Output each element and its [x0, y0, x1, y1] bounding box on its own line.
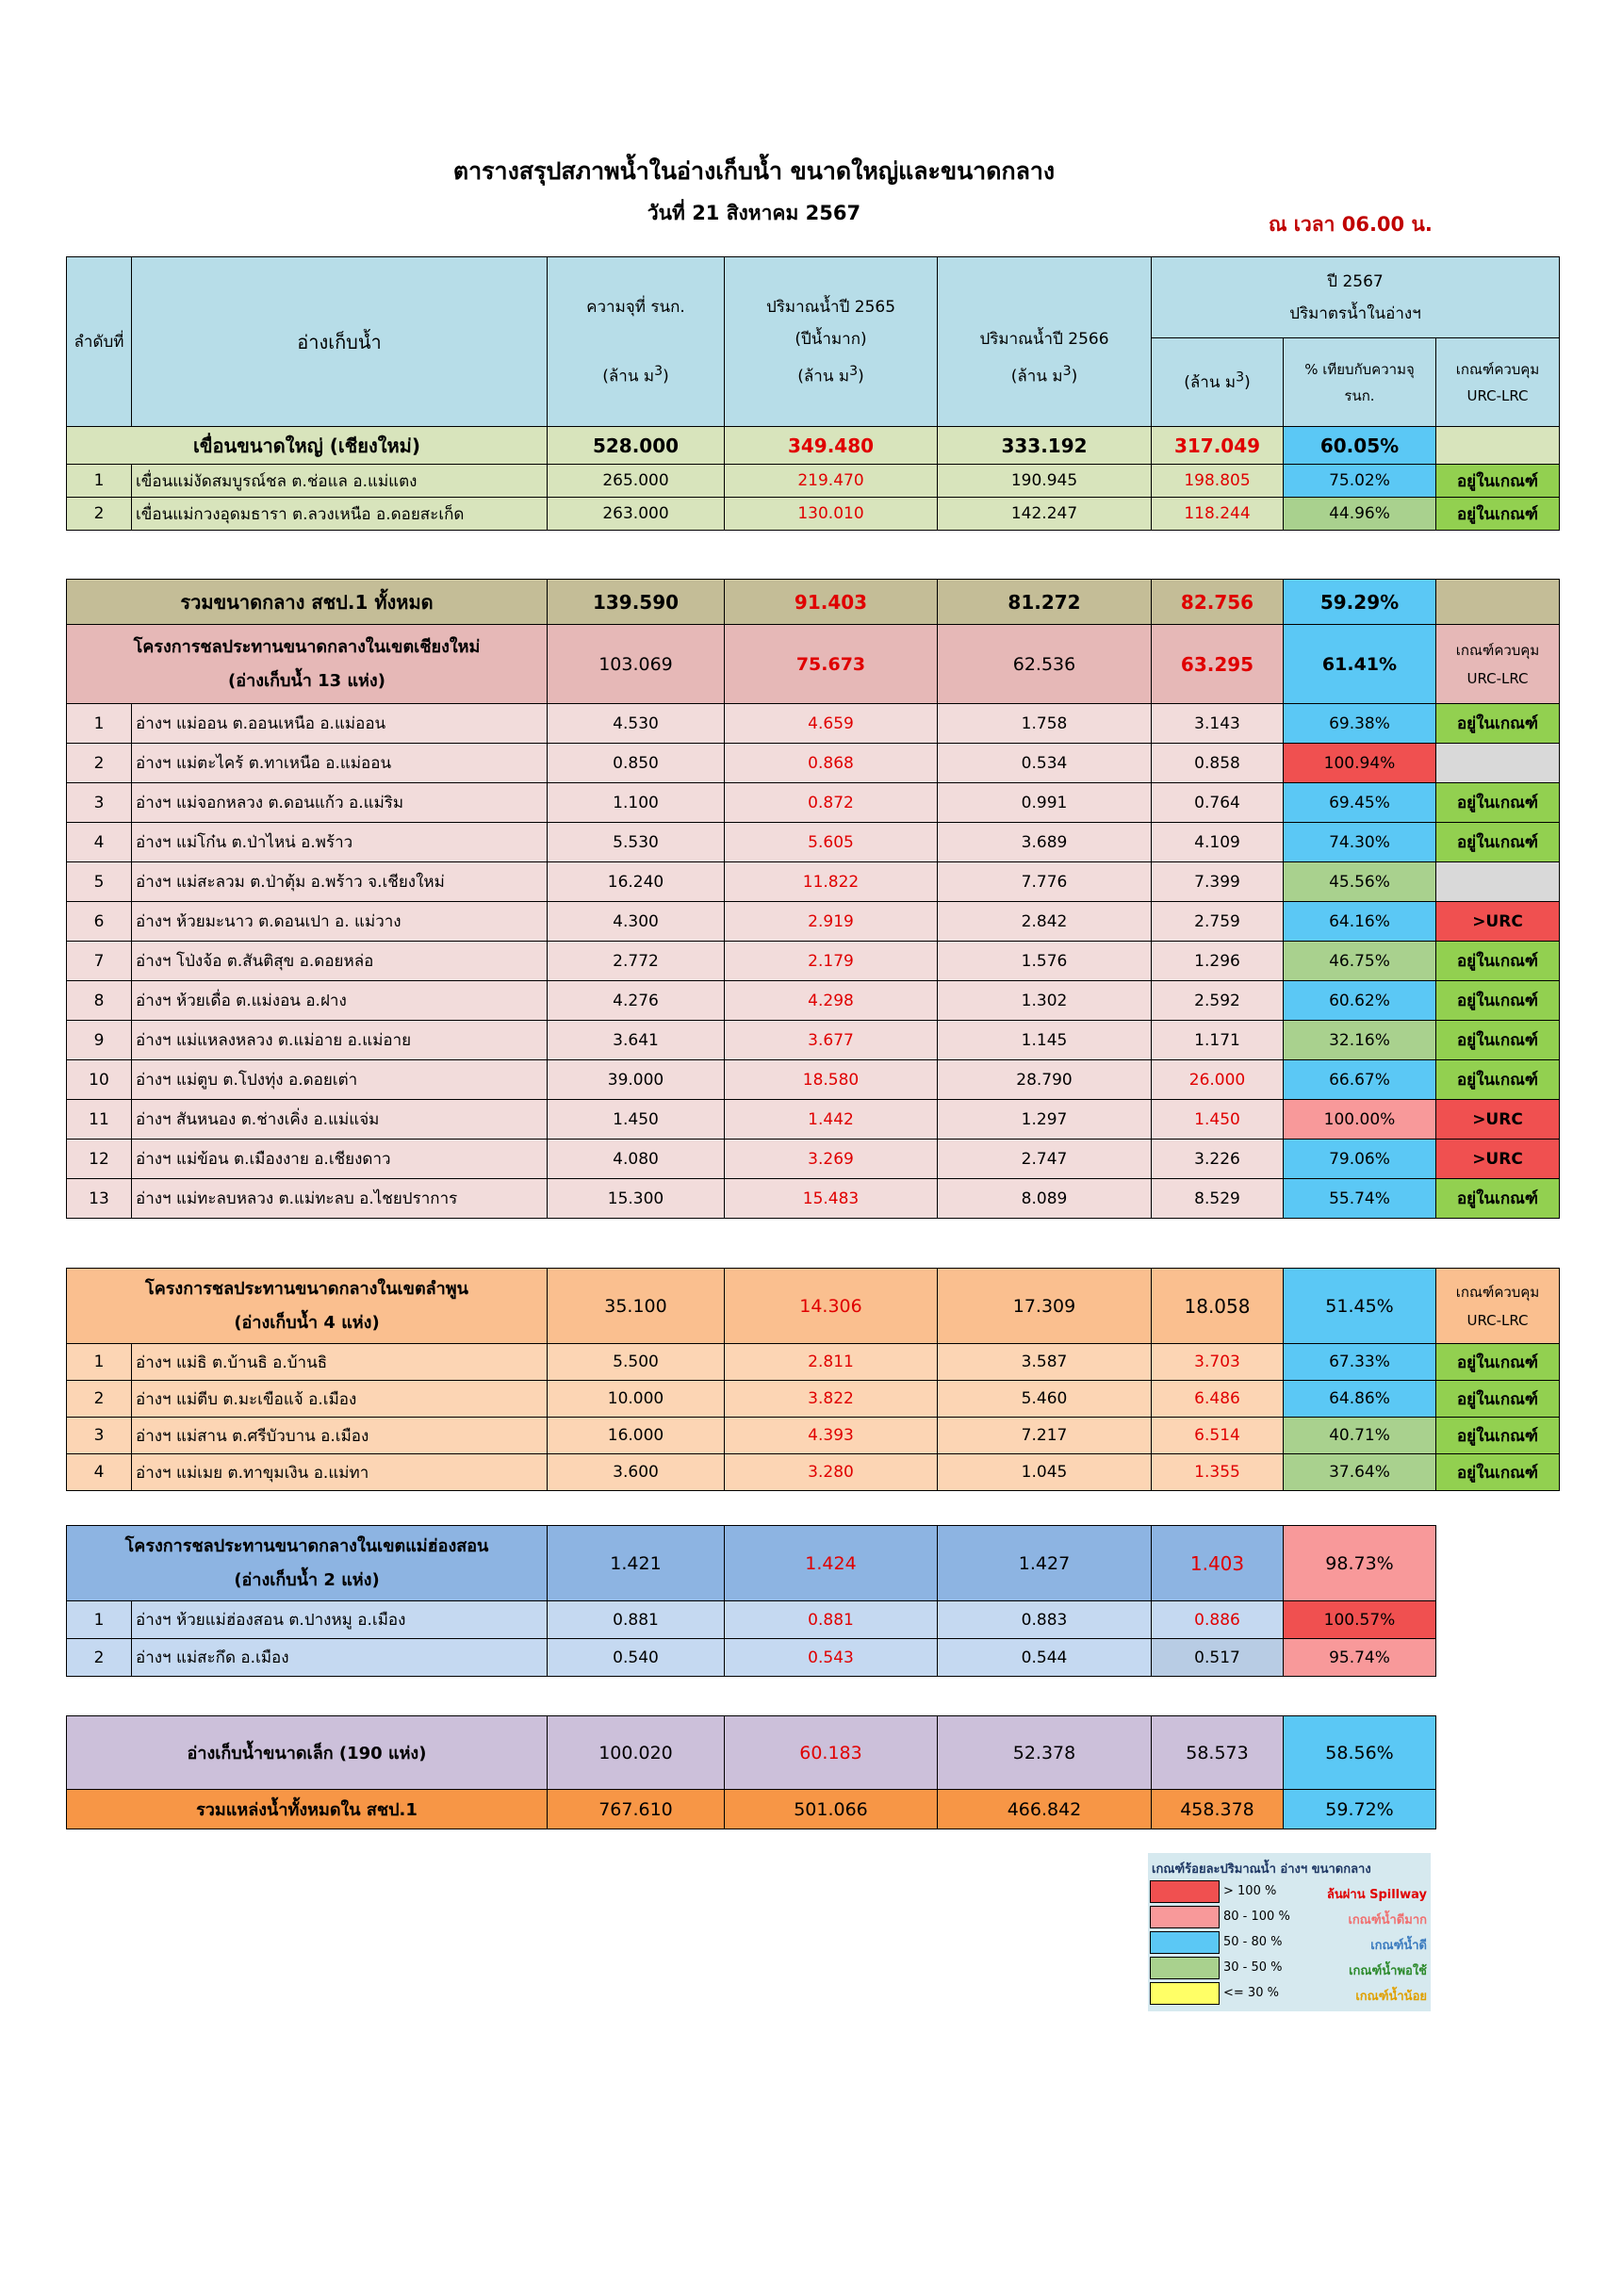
chiangmai-capacity: 4.530: [548, 704, 725, 744]
maehongson-capacity: 0.881: [548, 1601, 725, 1639]
header-2566: ปริมาณน้ำปี 2566 (ล้าน ม$^3$): [938, 257, 1152, 427]
maehongson-capacity: 0.540: [548, 1639, 725, 1677]
large-capacity: 263.000: [548, 498, 725, 531]
lamphun-summary-row: [67, 1269, 1560, 1344]
maehongson-volume-2565: 0.543: [725, 1639, 938, 1677]
chiangmai-percent: 60.62%: [1284, 981, 1436, 1021]
total-v65: 501.066: [725, 1790, 938, 1829]
large-volume-2567: 118.244: [1152, 498, 1284, 531]
maehongson-volume-2567: 0.517: [1152, 1639, 1284, 1677]
chiangmai-capacity: 3.641: [548, 1021, 725, 1060]
chiangmai-v66: 62.536: [938, 625, 1152, 704]
lamphun-reservoir-name: อ่างฯ แม่ตีบ ต.มะเขือแจ้ อ.เมือง: [132, 1381, 548, 1418]
total-v67: 458.378: [1152, 1790, 1284, 1829]
chiangmai-volume-2565: 1.442: [725, 1100, 938, 1140]
maehongson-cap: 1.421: [548, 1526, 725, 1601]
chiangmai-volume-2565: 3.677: [725, 1021, 938, 1060]
lamphun-volume-2565: 3.280: [725, 1454, 938, 1491]
chiangmai-row-number: 9: [67, 1021, 132, 1060]
chiangmai-volume-2565: 3.269: [725, 1140, 938, 1179]
maehongson-volume-2566: 0.883: [938, 1601, 1152, 1639]
lamphun-capacity: 10.000: [548, 1381, 725, 1418]
chiangmai-volume-2567: 1.171: [1152, 1021, 1284, 1060]
chiangmai-volume-2566: 7.776: [938, 862, 1152, 902]
medium-total-v67: 82.756: [1152, 580, 1284, 625]
chiangmai-row: [67, 823, 1560, 862]
legend-swatch: [1150, 1880, 1220, 1903]
chiangmai-row-number: 4: [67, 823, 132, 862]
legend-range: > 100 %: [1223, 1884, 1277, 1898]
legend-item: [1150, 1981, 1429, 2006]
chiangmai-criteria: อยู่ในเกณฑ์: [1436, 1179, 1560, 1219]
large-row: [67, 498, 1560, 531]
table-totals: [66, 1715, 1436, 1829]
chiangmai-volume-2567: 2.592: [1152, 981, 1284, 1021]
chiangmai-volume-2567: 4.109: [1152, 823, 1284, 862]
header-percent: % เทียบกับความจุ รนก.: [1284, 338, 1436, 427]
maehongson-reservoir-name: อ่างฯ ห้วยแม่ฮ่องสอน ต.ปางหมู อ.เมือง: [132, 1601, 548, 1639]
chiangmai-row-number: 8: [67, 981, 132, 1021]
small-label: อ่างเก็บน้ำขนาดเล็ก (190 แห่ง): [67, 1716, 548, 1790]
lamphun-volume-2566: 7.217: [938, 1418, 1152, 1454]
chiangmai-volume-2565: 15.483: [725, 1179, 938, 1219]
legend-swatch: [1150, 1957, 1220, 1979]
lamphun-volume-2565: 3.822: [725, 1381, 938, 1418]
large-capacity: 265.000: [548, 465, 725, 498]
chiangmai-criteria: >URC: [1436, 902, 1560, 942]
chiangmai-row: [67, 1021, 1560, 1060]
lamphun-volume-2567: 3.703: [1152, 1344, 1284, 1381]
large-dams-summary-row: [67, 427, 1560, 465]
chiangmai-capacity: 4.080: [548, 1140, 725, 1179]
document-date: วันที่ 21 สิงหาคม 2567: [647, 202, 861, 224]
document-title: ตารางสรุปสภาพน้ำในอ่างเก็บน้ำ ขนาดใหญ่และขนาดกลาง: [452, 157, 1056, 185]
chiangmai-volume-2567: 1.296: [1152, 942, 1284, 981]
chiangmai-volume-2565: 5.605: [725, 823, 938, 862]
chiangmai-reservoir-name: อ่างฯ แม่โก๋น ต.ป่าไหน่ อ.พร้าว: [132, 823, 548, 862]
small-pct: 58.56%: [1284, 1716, 1436, 1790]
large-v67: 317.049: [1152, 427, 1284, 465]
chiangmai-reservoir-name: อ่างฯ แม่ทะลบหลวง ต.แม่ทะลบ อ.ไชยปราการ: [132, 1179, 548, 1219]
chiangmai-row: [67, 1060, 1560, 1100]
chiangmai-criteria: [1436, 862, 1560, 902]
lamphun-percent: 40.71%: [1284, 1418, 1436, 1454]
maehongson-row: [67, 1601, 1436, 1639]
lamphun-volume-2566: 3.587: [938, 1344, 1152, 1381]
chiangmai-percent: 66.67%: [1284, 1060, 1436, 1100]
total-cap: 767.610: [548, 1790, 725, 1829]
total-pct: 59.72%: [1284, 1790, 1436, 1829]
chiangmai-criteria: อยู่ในเกณฑ์: [1436, 1021, 1560, 1060]
maehongson-v67: 1.403: [1152, 1526, 1284, 1601]
chiangmai-percent: 64.16%: [1284, 902, 1436, 942]
legend-meaning: เกณฑ์น้ำพอใช้: [1349, 1964, 1427, 1978]
small-reservoirs-row: [67, 1716, 1436, 1790]
header-no: ลำดับที่: [67, 257, 132, 427]
chiangmai-reservoir-name: อ่างฯ แม่แหลงหลวง ต.แม่อาย อ.แม่อาย: [132, 1021, 548, 1060]
chiangmai-row: [67, 981, 1560, 1021]
chiangmai-reservoir-name: อ่างฯ แม่ตูบ ต.โปงทุ่ง อ.ดอยเต่า: [132, 1060, 548, 1100]
chiangmai-v65: 75.673: [725, 625, 938, 704]
chiangmai-percent: 74.30%: [1284, 823, 1436, 862]
chiangmai-reservoir-name: อ่างฯ แม่จอกหลวง ต.ดอนแก้ว อ.แม่ริม: [132, 783, 548, 823]
chiangmai-reservoir-name: อ่างฯ โป่งจ้อ ต.สันติสุข อ.ดอยหล่อ: [132, 942, 548, 981]
large-dams-label: เขื่อนขนาดใหญ่ (เชียงใหม่): [67, 427, 548, 465]
lamphun-volume-2566: 5.460: [938, 1381, 1152, 1418]
maehongson-v66: 1.427: [938, 1526, 1152, 1601]
chiangmai-row-number: 3: [67, 783, 132, 823]
chiangmai-criteria: อยู่ในเกณฑ์: [1436, 981, 1560, 1021]
chiangmai-crit: เกณฑ์ควบคุม URC-LRC: [1436, 625, 1560, 704]
large-reservoir-name: เขื่อนแม่งัดสมบูรณ์ชล ต.ช่อแล อ.แม่แตง: [132, 465, 548, 498]
legend-range: 30 - 50 %: [1223, 1960, 1283, 1975]
chiangmai-capacity: 16.240: [548, 862, 725, 902]
large-v66: 333.192: [938, 427, 1152, 465]
chiangmai-criteria: อยู่ในเกณฑ์: [1436, 942, 1560, 981]
lamphun-row: [67, 1344, 1560, 1381]
header-criteria: เกณฑ์ควบคุม URC-LRC: [1436, 338, 1560, 427]
chiangmai-volume-2566: 1.576: [938, 942, 1152, 981]
chiangmai-capacity: 1.450: [548, 1100, 725, 1140]
chiangmai-capacity: 5.530: [548, 823, 725, 862]
chiangmai-volume-2565: 4.298: [725, 981, 938, 1021]
chiangmai-volume-2567: 2.759: [1152, 902, 1284, 942]
lamphun-criteria: อยู่ในเกณฑ์: [1436, 1344, 1560, 1381]
chiangmai-row: [67, 783, 1560, 823]
legend-item: [1150, 1879, 1429, 1904]
lamphun-v66: 17.309: [938, 1269, 1152, 1344]
lamphun-criteria: อยู่ในเกณฑ์: [1436, 1454, 1560, 1491]
chiangmai-row: [67, 902, 1560, 942]
chiangmai-capacity: 39.000: [548, 1060, 725, 1100]
medium-total-pct: 59.29%: [1284, 580, 1436, 625]
maehongson-reservoir-name: อ่างฯ แม่สะกึด อ.เมือง: [132, 1639, 548, 1677]
lamphun-row-number: 2: [67, 1381, 132, 1418]
legend-title: เกณฑ์ร้อยละปริมาณน้ำ อ่างฯ ขนาดกลาง: [1152, 1862, 1371, 1877]
chiangmai-capacity: 4.300: [548, 902, 725, 942]
chiangmai-volume-2567: 3.143: [1152, 704, 1284, 744]
chiangmai-reservoir-name: อ่างฯ แม่ตะไคร้ ต.ทาเหนือ อ.แม่ออน: [132, 744, 548, 783]
maehongson-percent: 100.57%: [1284, 1601, 1436, 1639]
maehongson-row: [67, 1639, 1436, 1677]
chiangmai-volume-2567: 1.450: [1152, 1100, 1284, 1140]
lamphun-row-number: 3: [67, 1418, 132, 1454]
total-label: รวมแหล่งน้ำทั้งหมดใน สชป.1: [67, 1790, 548, 1829]
large-volume-2566: 142.247: [938, 498, 1152, 531]
legend-range: 50 - 80 %: [1223, 1935, 1283, 1949]
chiangmai-volume-2567: 3.226: [1152, 1140, 1284, 1179]
legend-swatch: [1150, 1931, 1220, 1954]
header-capacity: ความจุที่ รนก. (ล้าน ม$^3$): [548, 257, 725, 427]
maehongson-label: โครงการชลประทานขนาดกลางในเขตแม่ฮ่องสอน (อ่างเก็บน้ำ 2 แห่ง): [67, 1526, 548, 1601]
chiangmai-row-number: 10: [67, 1060, 132, 1100]
lamphun-row-number: 1: [67, 1344, 132, 1381]
chiangmai-row-number: 2: [67, 744, 132, 783]
chiangmai-percent: 55.74%: [1284, 1179, 1436, 1219]
chiangmai-volume-2567: 0.764: [1152, 783, 1284, 823]
chiangmai-criteria: [1436, 744, 1560, 783]
small-v66: 52.378: [938, 1716, 1152, 1790]
chiangmai-reservoir-name: อ่างฯ สันหนอง ต.ช่างเคิ่ง อ.แม่แจ่ม: [132, 1100, 548, 1140]
chiangmai-criteria: อยู่ในเกณฑ์: [1436, 823, 1560, 862]
chiangmai-row-number: 11: [67, 1100, 132, 1140]
maehongson-percent: 95.74%: [1284, 1639, 1436, 1677]
chiangmai-row-number: 5: [67, 862, 132, 902]
lamphun-reservoir-name: อ่างฯ แม่เมย ต.ทาขุมเงิน อ.แม่ทา: [132, 1454, 548, 1491]
large-volume-2565: 219.470: [725, 465, 938, 498]
large-volume-2565: 130.010: [725, 498, 938, 531]
chiangmai-row: [67, 862, 1560, 902]
lamphun-row-number: 4: [67, 1454, 132, 1491]
header-reservoir: อ่างเก็บน้ำ: [132, 257, 548, 427]
chiangmai-volume-2565: 0.868: [725, 744, 938, 783]
chiangmai-capacity: 15.300: [548, 1179, 725, 1219]
lamphun-crit: เกณฑ์ควบคุม URC-LRC: [1436, 1269, 1560, 1344]
chiangmai-volume-2566: 1.758: [938, 704, 1152, 744]
legend-range: <= 30 %: [1223, 1986, 1279, 2000]
chiangmai-capacity: 0.850: [548, 744, 725, 783]
large-pct: 60.05%: [1284, 427, 1436, 465]
small-v65: 60.183: [725, 1716, 938, 1790]
chiangmai-volume-2566: 1.302: [938, 981, 1152, 1021]
chiangmai-reservoir-name: อ่างฯ ห้วยมะนาว ต.ดอนเปา อ. แม่วาง: [132, 902, 548, 942]
legend-meaning: ล้นผ่าน Spillway: [1326, 1888, 1427, 1902]
large-volume-2567: 198.805: [1152, 465, 1284, 498]
grand-total-row: [67, 1790, 1436, 1829]
chiangmai-row-number: 7: [67, 942, 132, 981]
lamphun-percent: 64.86%: [1284, 1381, 1436, 1418]
legend-item: [1150, 1930, 1429, 1955]
chiangmai-capacity: 1.100: [548, 783, 725, 823]
chiangmai-volume-2566: 2.747: [938, 1140, 1152, 1179]
lamphun-volume-2565: 4.393: [725, 1418, 938, 1454]
table-header-large: [66, 256, 1560, 531]
chiangmai-pct: 61.41%: [1284, 625, 1436, 704]
table-lamphun: [66, 1268, 1560, 1491]
chiangmai-row-number: 6: [67, 902, 132, 942]
header-2567-unit: (ล้าน ม$^3$): [1152, 338, 1284, 427]
chiangmai-reservoir-name: อ่างฯ แม่ออน ต.ออนเหนือ อ.แม่ออน: [132, 704, 548, 744]
medium-total-crit: [1436, 580, 1560, 625]
chiangmai-volume-2566: 1.145: [938, 1021, 1152, 1060]
legend-meaning: เกณฑ์น้ำน้อย: [1355, 1990, 1427, 2004]
chiangmai-volume-2566: 2.842: [938, 902, 1152, 942]
medium-total-v65: 91.403: [725, 580, 938, 625]
chiangmai-row: [67, 1179, 1560, 1219]
chiangmai-row-number: 1: [67, 704, 132, 744]
chiangmai-row: [67, 1100, 1560, 1140]
lamphun-v67: 18.058: [1152, 1269, 1284, 1344]
chiangmai-percent: 69.38%: [1284, 704, 1436, 744]
lamphun-volume-2565: 2.811: [725, 1344, 938, 1381]
large-v65: 349.480: [725, 427, 938, 465]
chiangmai-cap: 103.069: [548, 625, 725, 704]
chiangmai-volume-2566: 1.297: [938, 1100, 1152, 1140]
chiangmai-row: [67, 942, 1560, 981]
legend-meaning: เกณฑ์น้ำดี: [1370, 1939, 1427, 1953]
header-2565: ปริมาณน้ำปี 2565 (ปีน้ำมาก) (ล้าน ม$^3$): [725, 257, 938, 427]
maehongson-summary-row: [67, 1526, 1436, 1601]
medium-total-v66: 81.272: [938, 580, 1152, 625]
chiangmai-criteria: >URC: [1436, 1100, 1560, 1140]
chiangmai-percent: 79.06%: [1284, 1140, 1436, 1179]
small-v67: 58.573: [1152, 1716, 1284, 1790]
legend-swatch: [1150, 1906, 1220, 1928]
maehongson-volume-2567: 0.886: [1152, 1601, 1284, 1639]
lamphun-pct: 51.45%: [1284, 1269, 1436, 1344]
legend-item: [1150, 1956, 1429, 1980]
lamphun-volume-2567: 6.514: [1152, 1418, 1284, 1454]
chiangmai-percent: 45.56%: [1284, 862, 1436, 902]
chiangmai-volume-2565: 11.822: [725, 862, 938, 902]
chiangmai-reservoir-name: อ่างฯ ห้วยเดื่อ ต.แม่งอน อ.ฝาง: [132, 981, 548, 1021]
chiangmai-row: [67, 744, 1560, 783]
chiangmai-volume-2566: 3.689: [938, 823, 1152, 862]
lamphun-criteria: อยู่ในเกณฑ์: [1436, 1418, 1560, 1454]
chiangmai-criteria: >URC: [1436, 1140, 1560, 1179]
large-volume-2566: 190.945: [938, 465, 1152, 498]
lamphun-percent: 37.64%: [1284, 1454, 1436, 1491]
chiangmai-percent: 100.00%: [1284, 1100, 1436, 1140]
maehongson-volume-2566: 0.544: [938, 1639, 1152, 1677]
medium-total-row: [67, 580, 1560, 625]
chiangmai-volume-2567: 0.858: [1152, 744, 1284, 783]
chiangmai-percent: 69.45%: [1284, 783, 1436, 823]
chiangmai-row: [67, 1140, 1560, 1179]
lamphun-capacity: 3.600: [548, 1454, 725, 1491]
chiangmai-row-number: 13: [67, 1179, 132, 1219]
medium-total-label: รวมขนาดกลาง สชป.1 ทั้งหมด: [67, 580, 548, 625]
lamphun-row: [67, 1381, 1560, 1418]
maehongson-row-number: 1: [67, 1601, 132, 1639]
maehongson-pct: 98.73%: [1284, 1526, 1436, 1601]
lamphun-cap: 35.100: [548, 1269, 725, 1344]
chiangmai-criteria: อยู่ในเกณฑ์: [1436, 704, 1560, 744]
large-cap: 528.000: [548, 427, 725, 465]
chiangmai-label: โครงการชลประทานขนาดกลางในเขตเชียงใหม่ (อ่างเก็บน้ำ 13 แห่ง): [67, 625, 548, 704]
lamphun-capacity: 5.500: [548, 1344, 725, 1381]
maehongson-row-number: 2: [67, 1639, 132, 1677]
lamphun-reservoir-name: อ่างฯ แม่ธิ ต.บ้านธิ อ.บ้านธิ: [132, 1344, 548, 1381]
chiangmai-reservoir-name: อ่างฯ แม่ข้อน ต.เมืองงาย อ.เชียงดาว: [132, 1140, 548, 1179]
lamphun-row: [67, 1454, 1560, 1491]
lamphun-row: [67, 1418, 1560, 1454]
chiangmai-volume-2566: 8.089: [938, 1179, 1152, 1219]
legend: [1148, 1853, 1431, 2011]
chiangmai-capacity: 2.772: [548, 942, 725, 981]
lamphun-reservoir-name: อ่างฯ แม่สาน ต.ศรีบัวบาน อ.เมือง: [132, 1418, 548, 1454]
report-time: ณ เวลา 06.00 น.: [1269, 213, 1433, 236]
chiangmai-volume-2567: 8.529: [1152, 1179, 1284, 1219]
chiangmai-volume-2565: 2.919: [725, 902, 938, 942]
chiangmai-capacity: 4.276: [548, 981, 725, 1021]
chiangmai-volume-2565: 4.659: [725, 704, 938, 744]
lamphun-label: โครงการชลประทานขนาดกลางในเขตลำพูน (อ่างเก็บน้ำ 4 แห่ง): [67, 1269, 548, 1344]
chiangmai-percent: 32.16%: [1284, 1021, 1436, 1060]
legend-range: 80 - 100 %: [1223, 1910, 1290, 1924]
chiangmai-volume-2566: 28.790: [938, 1060, 1152, 1100]
chiangmai-volume-2565: 2.179: [725, 942, 938, 981]
chiangmai-v67: 63.295: [1152, 625, 1284, 704]
large-percent: 75.02%: [1284, 465, 1436, 498]
table-chiangmai: [66, 579, 1560, 1219]
lamphun-percent: 67.33%: [1284, 1344, 1436, 1381]
chiangmai-row: [67, 704, 1560, 744]
lamphun-criteria: อยู่ในเกณฑ์: [1436, 1381, 1560, 1418]
large-percent: 44.96%: [1284, 498, 1436, 531]
header-2567: ปี 2567 ปริมาตรน้ำในอ่างฯ: [1152, 257, 1560, 338]
chiangmai-volume-2567: 26.000: [1152, 1060, 1284, 1100]
large-criteria: อยู่ในเกณฑ์: [1436, 465, 1560, 498]
table-maehongson: [66, 1525, 1436, 1677]
large-row-number: 1: [67, 465, 132, 498]
small-cap: 100.020: [548, 1716, 725, 1790]
chiangmai-percent: 100.94%: [1284, 744, 1436, 783]
medium-total-cap: 139.590: [548, 580, 725, 625]
chiangmai-volume-2565: 18.580: [725, 1060, 938, 1100]
chiangmai-volume-2566: 0.991: [938, 783, 1152, 823]
lamphun-volume-2567: 6.486: [1152, 1381, 1284, 1418]
legend-item: [1150, 1905, 1429, 1929]
lamphun-v65: 14.306: [725, 1269, 938, 1344]
maehongson-v65: 1.424: [725, 1526, 938, 1601]
lamphun-volume-2566: 1.045: [938, 1454, 1152, 1491]
chiangmai-volume-2566: 0.534: [938, 744, 1152, 783]
chiangmai-row-number: 12: [67, 1140, 132, 1179]
chiangmai-reservoir-name: อ่างฯ แม่สะลวม ต.ป่าตุ้ม อ.พร้าว จ.เชียงใหม่: [132, 862, 548, 902]
chiangmai-summary-row: [67, 625, 1560, 704]
chiangmai-criteria: อยู่ในเกณฑ์: [1436, 1060, 1560, 1100]
large-crit: [1436, 427, 1560, 465]
chiangmai-criteria: อยู่ในเกณฑ์: [1436, 783, 1560, 823]
legend-swatch: [1150, 1982, 1220, 2005]
chiangmai-volume-2565: 0.872: [725, 783, 938, 823]
lamphun-capacity: 16.000: [548, 1418, 725, 1454]
maehongson-volume-2565: 0.881: [725, 1601, 938, 1639]
large-criteria: อยู่ในเกณฑ์: [1436, 498, 1560, 531]
chiangmai-volume-2567: 7.399: [1152, 862, 1284, 902]
legend-meaning: เกณฑ์น้ำดีมาก: [1348, 1913, 1427, 1927]
total-v66: 466.842: [938, 1790, 1152, 1829]
large-row: [67, 465, 1560, 498]
chiangmai-percent: 46.75%: [1284, 942, 1436, 981]
lamphun-volume-2567: 1.355: [1152, 1454, 1284, 1491]
large-reservoir-name: เขื่อนแม่กวงอุดมธารา ต.ลวงเหนือ อ.ดอยสะเก็ด: [132, 498, 548, 531]
large-row-number: 2: [67, 498, 132, 531]
